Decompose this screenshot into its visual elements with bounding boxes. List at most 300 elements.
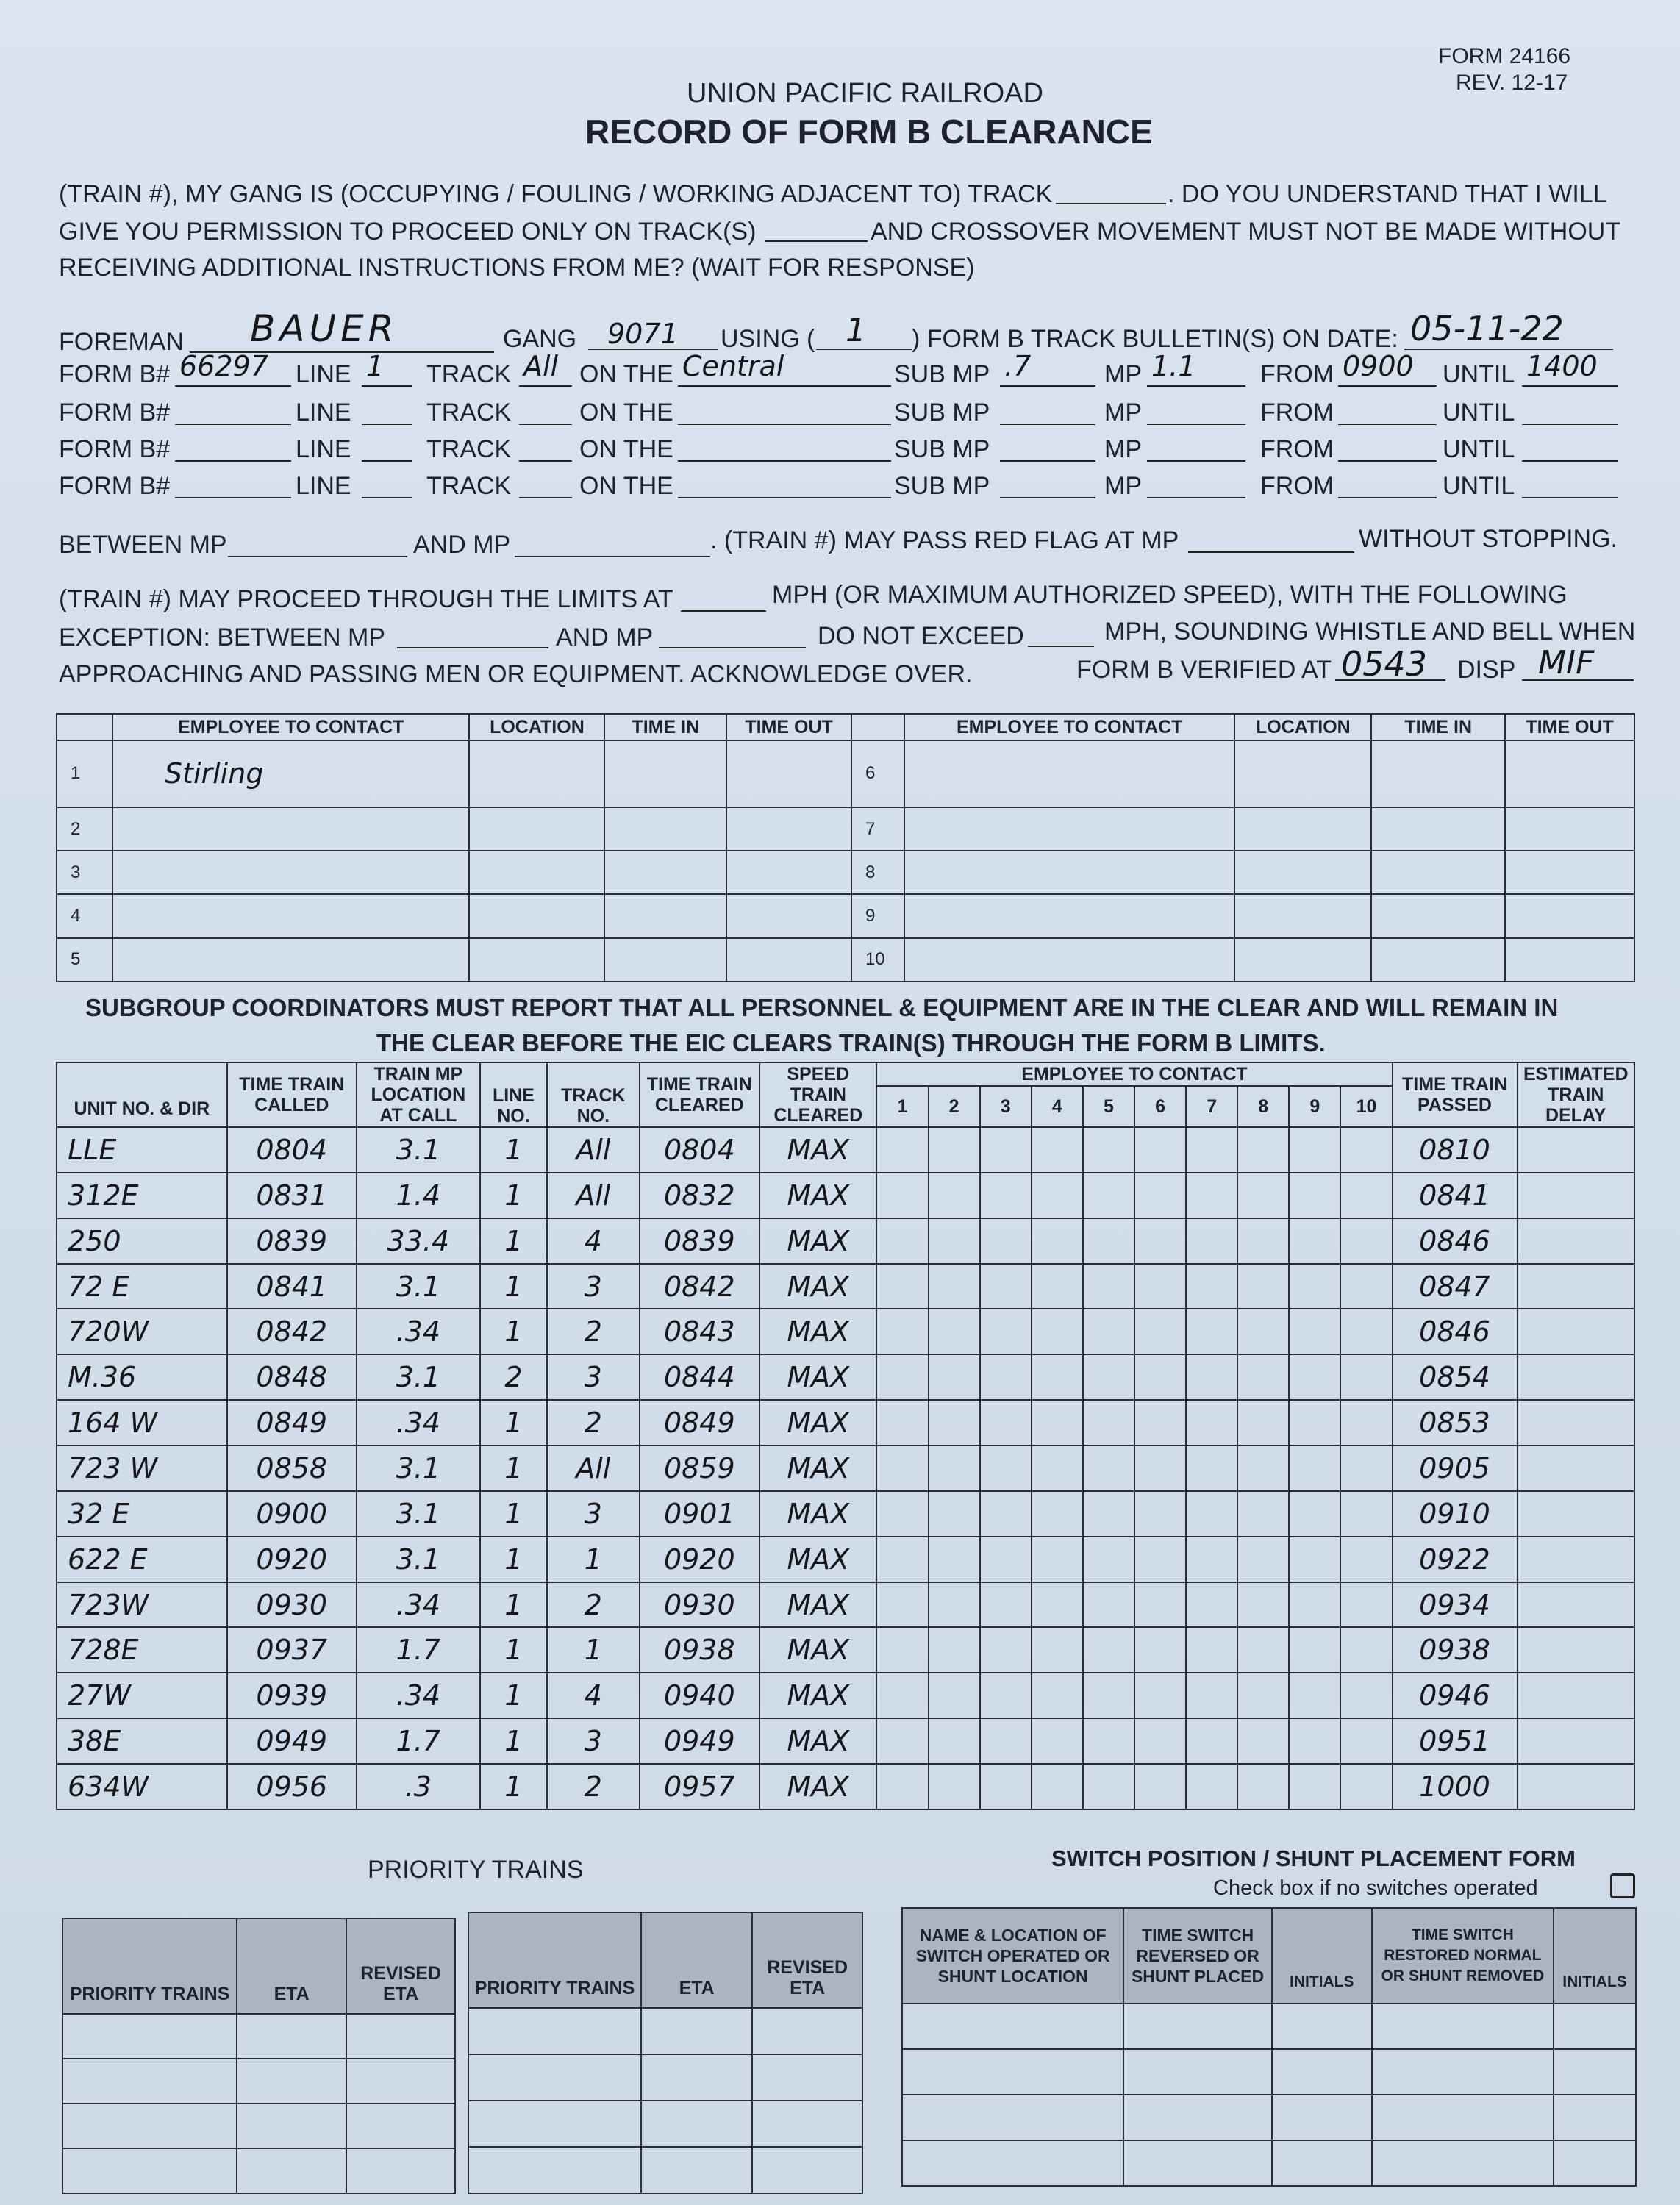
train-cleared: 0842 — [640, 1264, 760, 1309]
formb-track-field[interactable] — [519, 460, 572, 462]
formb-from-field[interactable] — [1338, 424, 1437, 425]
train-employee-check[interactable] — [1289, 1718, 1340, 1764]
train-employee-check[interactable] — [1032, 1673, 1083, 1718]
train-time-passed: 0922 — [1393, 1537, 1518, 1582]
train-row[interactable] — [57, 1400, 1634, 1445]
train-employee-check[interactable] — [1237, 1627, 1289, 1673]
formb-sub-mp-label: SUB MP — [894, 472, 990, 500]
train-employee-check[interactable] — [1340, 1127, 1392, 1173]
train-employee-check[interactable] — [929, 1537, 980, 1582]
train-employee-check[interactable] — [980, 1718, 1032, 1764]
train-row[interactable] — [57, 1718, 1634, 1764]
train-mp: 3.1 — [357, 1127, 480, 1173]
train-time-passed: 0938 — [1393, 1627, 1518, 1673]
formb-until-field[interactable] — [1522, 497, 1618, 498]
contact-cell — [1371, 851, 1505, 894]
train-employee-check[interactable] — [1083, 1218, 1134, 1264]
formb-mp1-value: .7 — [1004, 350, 1032, 382]
train-row[interactable] — [57, 1537, 1634, 1582]
train-time-passed: 0841 — [1393, 1173, 1518, 1218]
train-employee-check[interactable] — [1237, 1264, 1289, 1309]
formb-line-field[interactable] — [362, 497, 412, 498]
train-employee-check[interactable] — [1083, 1627, 1134, 1673]
formb-mp1-field[interactable] — [1000, 460, 1095, 462]
track-no-header: TRACK NO. — [547, 1062, 639, 1127]
train-employee-check[interactable] — [876, 1718, 928, 1764]
train-employee-check[interactable] — [1186, 1718, 1237, 1764]
train-called: 0842 — [227, 1309, 357, 1354]
train-employee-check[interactable] — [876, 1218, 928, 1264]
train-employee-check[interactable] — [1032, 1537, 1083, 1582]
train-employee-check[interactable] — [1186, 1537, 1237, 1582]
using-label: USING ( — [721, 325, 815, 353]
train-employee-check[interactable] — [1237, 1764, 1289, 1809]
formb-track-field[interactable] — [519, 385, 572, 387]
no-switches-checkbox[interactable] — [1610, 1873, 1635, 1898]
train-employee-check[interactable] — [1032, 1218, 1083, 1264]
switch-initials-2-header: INITIALS — [1554, 1908, 1636, 2004]
contact-row[interactable] — [57, 807, 1634, 851]
train-mp: .34 — [357, 1582, 480, 1628]
train-employee-check[interactable] — [929, 1354, 980, 1400]
formb-line-label: LINE — [296, 360, 351, 388]
train-mp: 1.7 — [357, 1627, 480, 1673]
tracks-blank[interactable] — [765, 240, 868, 242]
train-employee-check[interactable] — [876, 1582, 928, 1628]
priority-row[interactable] — [62, 2059, 455, 2104]
train-row[interactable] — [57, 1627, 1634, 1673]
train-employee-check[interactable] — [1186, 1354, 1237, 1400]
train-employee-check[interactable] — [1237, 1491, 1289, 1537]
train-employee-check[interactable] — [1032, 1627, 1083, 1673]
train-employee-check[interactable] — [1083, 1354, 1134, 1400]
train-employee-check[interactable] — [1134, 1627, 1186, 1673]
train-line: 1 — [480, 1764, 547, 1809]
priority-row[interactable] — [468, 2008, 862, 2054]
train-time-passed: 0847 — [1393, 1264, 1518, 1309]
train-employee-check[interactable] — [1340, 1309, 1392, 1354]
train-row[interactable] — [57, 1264, 1634, 1309]
using-value: 1 — [846, 312, 866, 349]
train-employee-check[interactable] — [1032, 1354, 1083, 1400]
train-employee-check[interactable] — [980, 1354, 1032, 1400]
train-employee-check[interactable] — [980, 1627, 1032, 1673]
train-employee-check[interactable] — [1186, 1445, 1237, 1491]
train-employee-check[interactable] — [929, 1173, 980, 1218]
train-employee-check[interactable] — [876, 1445, 928, 1491]
train-employee-check[interactable] — [1340, 1400, 1392, 1445]
priority-row[interactable] — [468, 2101, 862, 2147]
train-employee-check[interactable] — [1340, 1582, 1392, 1628]
train-row[interactable] — [57, 1673, 1634, 1718]
train-employee-check[interactable] — [1340, 1764, 1392, 1809]
formb-mp2-field[interactable] — [1147, 460, 1245, 462]
switch-initials-header: INITIALS — [1272, 1908, 1372, 2004]
train-employee-check[interactable] — [1237, 1173, 1289, 1218]
train-employee-check[interactable] — [980, 1491, 1032, 1537]
employee-contact-number: 8 — [1237, 1086, 1289, 1127]
date-value: 05-11-22 — [1410, 309, 1564, 349]
train-employee-check[interactable] — [1083, 1764, 1134, 1809]
formb-on-the-label: ON THE — [579, 360, 673, 388]
train-employee-check[interactable] — [1032, 1127, 1083, 1173]
train-employee-check[interactable] — [1083, 1173, 1134, 1218]
train-employee-check[interactable] — [1134, 1264, 1186, 1309]
train-employee-check[interactable] — [1083, 1127, 1134, 1173]
formb-formb-field[interactable] — [175, 424, 291, 425]
employee-contact-number: 5 — [1083, 1086, 1134, 1127]
switch-row[interactable] — [902, 2004, 1636, 2049]
train-employee-check[interactable] — [929, 1309, 980, 1354]
train-employee-check[interactable] — [1032, 1764, 1083, 1809]
contact-cell — [904, 740, 1234, 807]
train-employee-check[interactable] — [1237, 1400, 1289, 1445]
train-speed: MAX — [759, 1491, 876, 1537]
switch-row[interactable] — [902, 2140, 1636, 2186]
train-employee-check[interactable] — [1289, 1582, 1340, 1628]
disp-value: MIF — [1538, 644, 1595, 682]
train-employee-check[interactable] — [876, 1173, 928, 1218]
train-employee-check[interactable] — [980, 1445, 1032, 1491]
contact-cell — [604, 894, 726, 937]
train-employee-check[interactable] — [1340, 1537, 1392, 1582]
train-employee-check[interactable] — [1289, 1764, 1340, 1809]
train-employee-check[interactable] — [1083, 1400, 1134, 1445]
train-employee-check[interactable] — [1340, 1354, 1392, 1400]
train-speed: MAX — [759, 1173, 876, 1218]
train-employee-check[interactable] — [1186, 1127, 1237, 1173]
train-called: 0858 — [227, 1445, 357, 1491]
train-employee-check[interactable] — [980, 1218, 1032, 1264]
train-employee-check[interactable] — [1032, 1491, 1083, 1537]
contact-row[interactable] — [57, 894, 1634, 937]
train-row[interactable] — [57, 1764, 1634, 1809]
train-employee-check[interactable] — [1289, 1127, 1340, 1173]
train-employee-check[interactable] — [1083, 1537, 1134, 1582]
formb-mp2-field[interactable] — [1147, 424, 1245, 425]
train-employee-check[interactable] — [1289, 1354, 1340, 1400]
train-speed: MAX — [759, 1718, 876, 1764]
train-employee-check[interactable] — [929, 1764, 980, 1809]
train-time-passed: 0846 — [1393, 1218, 1518, 1264]
formb-line-field[interactable] — [362, 424, 412, 425]
contact-cell — [469, 938, 604, 982]
train-time-passed: 0910 — [1393, 1491, 1518, 1537]
train-employee-check[interactable] — [1186, 1400, 1237, 1445]
train-employee-check[interactable] — [1186, 1218, 1237, 1264]
contact-row[interactable] — [57, 851, 1634, 894]
train-employee-check[interactable] — [929, 1127, 980, 1173]
train-cleared: 0920 — [640, 1537, 760, 1582]
train-employee-check[interactable] — [876, 1537, 928, 1582]
train-employee-check[interactable] — [1032, 1309, 1083, 1354]
train-line: 1 — [480, 1537, 547, 1582]
formb-sub-field[interactable] — [678, 497, 891, 498]
train-employee-check[interactable] — [1083, 1673, 1134, 1718]
train-employee-check[interactable] — [1289, 1400, 1340, 1445]
train-called: 0900 — [227, 1491, 357, 1537]
train-employee-check[interactable] — [1186, 1264, 1237, 1309]
train-employee-check[interactable] — [929, 1582, 980, 1628]
train-row[interactable] — [57, 1218, 1634, 1264]
train-employee-check[interactable] — [1032, 1582, 1083, 1628]
form-title: RECORD OF FORM B CLEARANCE — [585, 112, 1153, 151]
train-employee-check[interactable] — [1032, 1264, 1083, 1309]
train-employee-check[interactable] — [1186, 1582, 1237, 1628]
train-employee-check[interactable] — [876, 1627, 928, 1673]
contact-cell — [904, 938, 1234, 982]
train-employee-check[interactable] — [876, 1309, 928, 1354]
disp-label: DISP — [1457, 656, 1516, 684]
train-employee-check[interactable] — [1340, 1673, 1392, 1718]
train-employee-check[interactable] — [876, 1264, 928, 1309]
train-track: 3 — [547, 1718, 639, 1764]
train-employee-check[interactable] — [1289, 1264, 1340, 1309]
train-employee-check[interactable] — [1186, 1627, 1237, 1673]
train-employee-check[interactable] — [1134, 1582, 1186, 1628]
train-employee-check[interactable] — [929, 1218, 980, 1264]
priority-trains-header: PRIORITY TRAINS — [62, 1918, 237, 2014]
train-row[interactable] — [57, 1582, 1634, 1628]
formb-from-field[interactable] — [1338, 460, 1437, 462]
formb-from-field[interactable] — [1338, 385, 1437, 387]
train-employee-check[interactable] — [1237, 1673, 1289, 1718]
train-employee-check[interactable] — [1032, 1173, 1083, 1218]
formb-from-label: FROM — [1260, 472, 1334, 500]
train-row[interactable] — [57, 1127, 1634, 1173]
train-employee-check[interactable] — [1032, 1400, 1083, 1445]
switch-row[interactable] — [902, 2095, 1636, 2140]
formb-until-field[interactable] — [1522, 460, 1618, 462]
train-employee-check[interactable] — [1340, 1173, 1392, 1218]
formb-until-label: UNTIL — [1443, 399, 1515, 426]
exception-mp-to[interactable] — [659, 647, 806, 648]
train-employee-check[interactable] — [980, 1400, 1032, 1445]
train-employee-check[interactable] — [1186, 1764, 1237, 1809]
contact-row[interactable] — [57, 740, 1634, 807]
train-employee-check[interactable] — [1289, 1673, 1340, 1718]
exception-mp-from[interactable] — [397, 647, 548, 648]
train-employee-check[interactable] — [929, 1400, 980, 1445]
between-mp-field[interactable] — [228, 556, 407, 557]
train-mp: .34 — [357, 1673, 480, 1718]
train-employee-check[interactable] — [1237, 1718, 1289, 1764]
train-row[interactable] — [57, 1309, 1634, 1354]
train-employee-check[interactable] — [1289, 1627, 1340, 1673]
formb-formb-label: FORM B# — [59, 472, 171, 500]
train-called: 0939 — [227, 1673, 357, 1718]
train-track: All — [547, 1173, 639, 1218]
train-line: 1 — [480, 1718, 547, 1764]
train-employee-check[interactable] — [1289, 1491, 1340, 1537]
train-employee-check[interactable] — [1237, 1218, 1289, 1264]
and-mp-field[interactable] — [515, 556, 710, 557]
formb-track-field[interactable] — [519, 497, 572, 498]
formb-sub-mp-label: SUB MP — [894, 360, 990, 388]
train-employee-check[interactable] — [1134, 1127, 1186, 1173]
train-employee-check[interactable] — [980, 1673, 1032, 1718]
train-employee-check[interactable] — [1340, 1264, 1392, 1309]
train-employee-check[interactable] — [1134, 1400, 1186, 1445]
train-employee-check[interactable] — [1083, 1491, 1134, 1537]
train-track: 2 — [547, 1764, 639, 1809]
formb-sub-field[interactable] — [678, 460, 891, 462]
train-employee-check[interactable] — [980, 1537, 1032, 1582]
contact-row-number: 6 — [851, 740, 904, 807]
priority-row[interactable] — [62, 2014, 455, 2059]
formb-mp1-field[interactable] — [1000, 424, 1095, 425]
train-employee-check[interactable] — [1237, 1537, 1289, 1582]
contact-header-location: LOCATION — [469, 714, 604, 740]
train-employee-check[interactable] — [980, 1764, 1032, 1809]
train-employee-check[interactable] — [1134, 1718, 1186, 1764]
train-speed: MAX — [759, 1673, 876, 1718]
contact-row-number: 9 — [851, 894, 904, 937]
train-mp: 3.1 — [357, 1491, 480, 1537]
train-employee-check[interactable] — [980, 1127, 1032, 1173]
train-employee-check[interactable] — [1134, 1673, 1186, 1718]
formb-sub-field[interactable] — [678, 424, 891, 425]
formb-track-field[interactable] — [519, 424, 572, 425]
train-employee-check[interactable] — [980, 1582, 1032, 1628]
proceed-line-2b: AND MP — [556, 623, 654, 651]
train-employee-check[interactable] — [1134, 1354, 1186, 1400]
train-employee-check[interactable] — [1289, 1537, 1340, 1582]
train-unit: 720W — [57, 1309, 227, 1354]
formb-sub-field[interactable] — [678, 385, 891, 387]
track-blank[interactable] — [1056, 203, 1166, 204]
proceed-line-3a: APPROACHING AND PASSING MEN OR EQUIPMENT. ACKNOWLEDGE OVER. — [59, 660, 973, 688]
formb-from-value: 0900 — [1343, 350, 1414, 382]
instruction-line-1b: . DO YOU UNDERSTAND THAT I WILL — [1168, 180, 1607, 208]
red-flag-mp-field[interactable] — [1188, 551, 1354, 553]
priority-row[interactable] — [468, 2147, 862, 2193]
contact-header-blank — [57, 714, 112, 740]
train-employee-check[interactable] — [1340, 1491, 1392, 1537]
contact-cell — [726, 851, 851, 894]
train-employee-check[interactable] — [1083, 1445, 1134, 1491]
train-employee-check[interactable] — [876, 1127, 928, 1173]
train-employee-check[interactable] — [1237, 1354, 1289, 1400]
train-employee-check[interactable] — [1083, 1718, 1134, 1764]
train-employee-check[interactable] — [1083, 1582, 1134, 1628]
formb-line-field[interactable] — [362, 460, 412, 462]
train-employee-check[interactable] — [1340, 1627, 1392, 1673]
formb-formb-field[interactable] — [175, 460, 291, 462]
train-employee-check[interactable] — [980, 1173, 1032, 1218]
train-employee-check[interactable] — [1186, 1173, 1237, 1218]
train-employee-check[interactable] — [980, 1309, 1032, 1354]
train-employee-check[interactable] — [876, 1673, 928, 1718]
proceed-line-1b: MPH (OR MAXIMUM AUTHORIZED SPEED), WITH THE FOLLOWING — [772, 581, 1568, 609]
train-employee-check[interactable] — [929, 1264, 980, 1309]
formb-from-field[interactable] — [1338, 497, 1437, 498]
formb-mp1-field[interactable] — [1000, 385, 1095, 387]
employee-contact-number: 4 — [1032, 1086, 1083, 1127]
train-employee-check[interactable] — [929, 1673, 980, 1718]
train-employee-check[interactable] — [1134, 1309, 1186, 1354]
formb-formb-label: FORM B# — [59, 360, 171, 388]
train-employee-check[interactable] — [1237, 1582, 1289, 1628]
train-employee-check[interactable] — [1134, 1173, 1186, 1218]
formb-until-field[interactable] — [1522, 385, 1618, 387]
priority-row[interactable] — [62, 2148, 455, 2193]
and-mp-label: AND MP — [413, 531, 511, 559]
train-employee-check[interactable] — [1340, 1718, 1392, 1764]
train-employee-check[interactable] — [929, 1445, 980, 1491]
train-employee-check[interactable] — [1134, 1764, 1186, 1809]
train-row[interactable] — [57, 1173, 1634, 1218]
train-employee-check[interactable] — [1032, 1718, 1083, 1764]
train-employee-check[interactable] — [1134, 1491, 1186, 1537]
train-cleared: 0843 — [640, 1309, 760, 1354]
train-employee-check[interactable] — [929, 1491, 980, 1537]
train-time-passed: 0846 — [1393, 1309, 1518, 1354]
train-employee-check[interactable] — [929, 1718, 980, 1764]
train-employee-check[interactable] — [1134, 1445, 1186, 1491]
train-employee-check[interactable] — [876, 1764, 928, 1809]
train-employee-check[interactable] — [1237, 1309, 1289, 1354]
train-employee-check[interactable] — [1134, 1218, 1186, 1264]
train-employee-check[interactable] — [1237, 1445, 1289, 1491]
formb-formb-field[interactable] — [175, 497, 291, 498]
train-employee-check[interactable] — [1289, 1218, 1340, 1264]
contact-cell — [469, 894, 604, 937]
proceed-line-1a: (TRAIN #) MAY PROCEED THROUGH THE LIMITS AT — [59, 585, 673, 613]
train-employee-check[interactable] — [876, 1354, 928, 1400]
formb-mp2-field[interactable] — [1147, 385, 1245, 387]
train-employee-check[interactable] — [1186, 1673, 1237, 1718]
formb-mp2-field[interactable] — [1147, 497, 1245, 498]
exceed-field[interactable] — [1028, 646, 1094, 647]
priority-row[interactable] — [468, 2054, 862, 2101]
train-row[interactable] — [57, 1354, 1634, 1400]
formb-until-label: UNTIL — [1443, 472, 1515, 500]
train-employee-check[interactable] — [1083, 1309, 1134, 1354]
train-row[interactable] — [57, 1491, 1634, 1537]
train-employee-check[interactable] — [1289, 1173, 1340, 1218]
train-employee-check[interactable] — [1083, 1264, 1134, 1309]
train-employee-check[interactable] — [929, 1627, 980, 1673]
train-speed: MAX — [759, 1400, 876, 1445]
train-employee-check[interactable] — [980, 1264, 1032, 1309]
formb-until-field[interactable] — [1522, 424, 1618, 425]
train-employee-check[interactable] — [1289, 1309, 1340, 1354]
train-row[interactable] — [57, 1445, 1634, 1491]
train-employee-check[interactable] — [1340, 1218, 1392, 1264]
speed-field[interactable] — [681, 610, 766, 612]
formb-line-field[interactable] — [362, 385, 412, 387]
train-employee-check[interactable] — [1237, 1127, 1289, 1173]
train-employee-check[interactable] — [876, 1491, 928, 1537]
formb-mp1-field[interactable] — [1000, 497, 1095, 498]
priority-row[interactable] — [62, 2104, 455, 2148]
train-employee-check[interactable] — [1289, 1445, 1340, 1491]
train-employee-check[interactable] — [1186, 1491, 1237, 1537]
formb-formb-field[interactable] — [175, 385, 291, 387]
train-track: 2 — [547, 1400, 639, 1445]
train-speed: MAX — [759, 1627, 876, 1673]
train-employee-check[interactable] — [1032, 1445, 1083, 1491]
train-employee-check[interactable] — [1134, 1537, 1186, 1582]
train-employee-check[interactable] — [1186, 1309, 1237, 1354]
train-line: 1 — [480, 1627, 547, 1673]
contact-header-location: LOCATION — [1234, 714, 1371, 740]
contact-row[interactable] — [57, 938, 1634, 982]
switch-row[interactable] — [902, 2049, 1636, 2095]
train-employee-check[interactable] — [876, 1400, 928, 1445]
train-employee-check[interactable] — [1340, 1445, 1392, 1491]
